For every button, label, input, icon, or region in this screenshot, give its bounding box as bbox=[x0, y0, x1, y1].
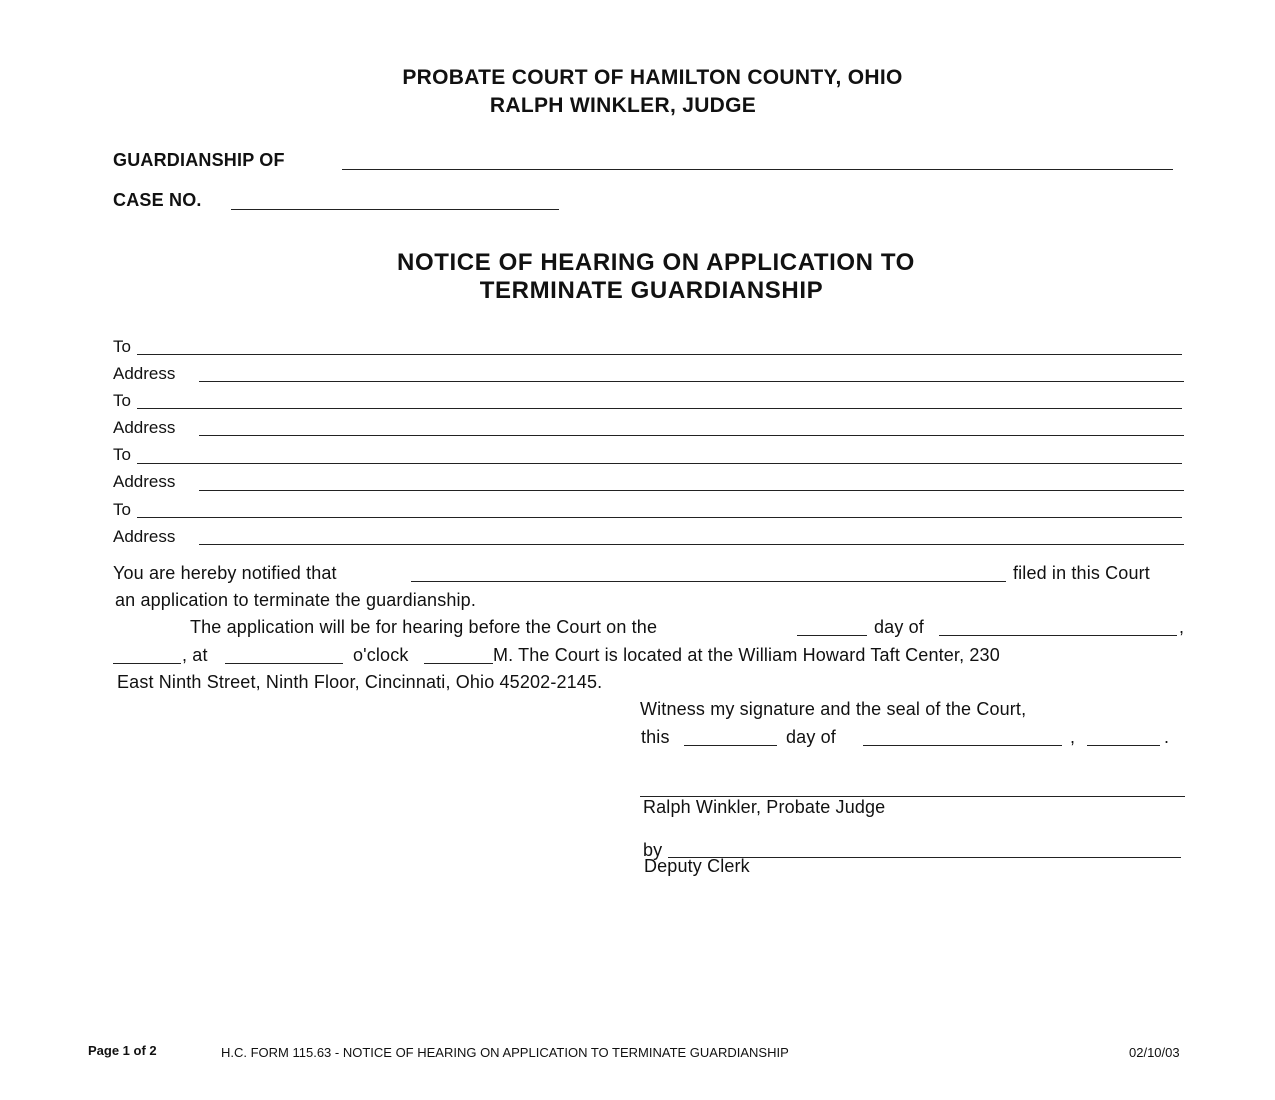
hearing-year-field[interactable] bbox=[113, 663, 181, 664]
applicant-name-field[interactable] bbox=[411, 581, 1006, 582]
hearing-month-field[interactable] bbox=[939, 635, 1177, 636]
application-statement: an application to terminate the guardianship. bbox=[115, 590, 476, 610]
witness-day-of: day of bbox=[786, 727, 836, 747]
notice-title-line2: TERMINATE GUARDIANSHIP bbox=[479, 277, 824, 304]
address-field-4[interactable] bbox=[199, 544, 1184, 545]
deputy-clerk-label: Deputy Clerk bbox=[644, 856, 750, 876]
address-label-3: Address bbox=[113, 472, 176, 491]
to-label-3: To bbox=[113, 445, 131, 464]
address-field-1[interactable] bbox=[199, 381, 1184, 382]
witness-month-field[interactable] bbox=[863, 745, 1062, 746]
address-label-2: Address bbox=[113, 418, 176, 437]
witness-year-field[interactable] bbox=[1087, 745, 1160, 746]
am-pm-field[interactable] bbox=[424, 663, 493, 664]
court-name: PROBATE COURT OF HAMILTON COUNTY, OHIO bbox=[402, 66, 903, 89]
judge-signature-name: Ralph Winkler, Probate Judge bbox=[643, 797, 886, 817]
hearing-day-of: day of bbox=[874, 617, 924, 637]
witness-this: this bbox=[641, 727, 670, 747]
address-label-1: Address bbox=[113, 364, 176, 383]
court-address: East Ninth Street, Ninth Floor, Cincinnati, Ohio 45202-2145. bbox=[117, 672, 603, 692]
form-number: H.C. FORM 115.63 - NOTICE OF HEARING ON APPLICATION TO TERMINATE GUARDIANSHIP bbox=[221, 1045, 789, 1060]
case-no-field[interactable] bbox=[231, 209, 559, 210]
notified-suffix: filed in this Court bbox=[1013, 563, 1150, 583]
guardianship-label: GUARDIANSHIP OF bbox=[113, 150, 285, 170]
notified-prefix: You are hereby notified that bbox=[113, 563, 337, 583]
to-field-4[interactable] bbox=[137, 517, 1182, 518]
to-label-4: To bbox=[113, 500, 131, 519]
form-date: 02/10/03 bbox=[1129, 1045, 1180, 1060]
guardianship-field[interactable] bbox=[342, 169, 1173, 170]
witness-day-field[interactable] bbox=[684, 745, 777, 746]
hearing-time-field[interactable] bbox=[225, 663, 343, 664]
page-number: Page 1 of 2 bbox=[88, 1043, 157, 1058]
address-field-3[interactable] bbox=[199, 490, 1184, 491]
notice-title-line1: NOTICE OF HEARING ON APPLICATION TO bbox=[397, 249, 915, 276]
oclock-label: o'clock bbox=[353, 645, 409, 665]
address-label-4: Address bbox=[113, 527, 176, 546]
to-label-1: To bbox=[113, 337, 131, 356]
witness-comma: , bbox=[1070, 727, 1076, 747]
hearing-at: , at bbox=[182, 645, 208, 665]
hearing-comma: , bbox=[1179, 617, 1185, 637]
to-label-2: To bbox=[113, 391, 131, 410]
witness-period: . bbox=[1164, 727, 1170, 747]
court-location: M. The Court is located at the William Howard Taft Center, 230 bbox=[493, 645, 1000, 665]
to-field-3[interactable] bbox=[137, 463, 1182, 464]
by-label: by bbox=[643, 840, 663, 860]
hearing-statement: The application will be for hearing before the Court on the bbox=[190, 617, 658, 637]
to-field-2[interactable] bbox=[137, 408, 1182, 409]
witness-statement: Witness my signature and the seal of the Court, bbox=[640, 699, 1027, 719]
hearing-day-field[interactable] bbox=[797, 635, 867, 636]
address-field-2[interactable] bbox=[199, 435, 1184, 436]
case-no-label: CASE NO. bbox=[113, 190, 202, 210]
judge-name-header: RALPH WINKLER, JUDGE bbox=[489, 94, 757, 117]
to-field-1[interactable] bbox=[137, 354, 1182, 355]
